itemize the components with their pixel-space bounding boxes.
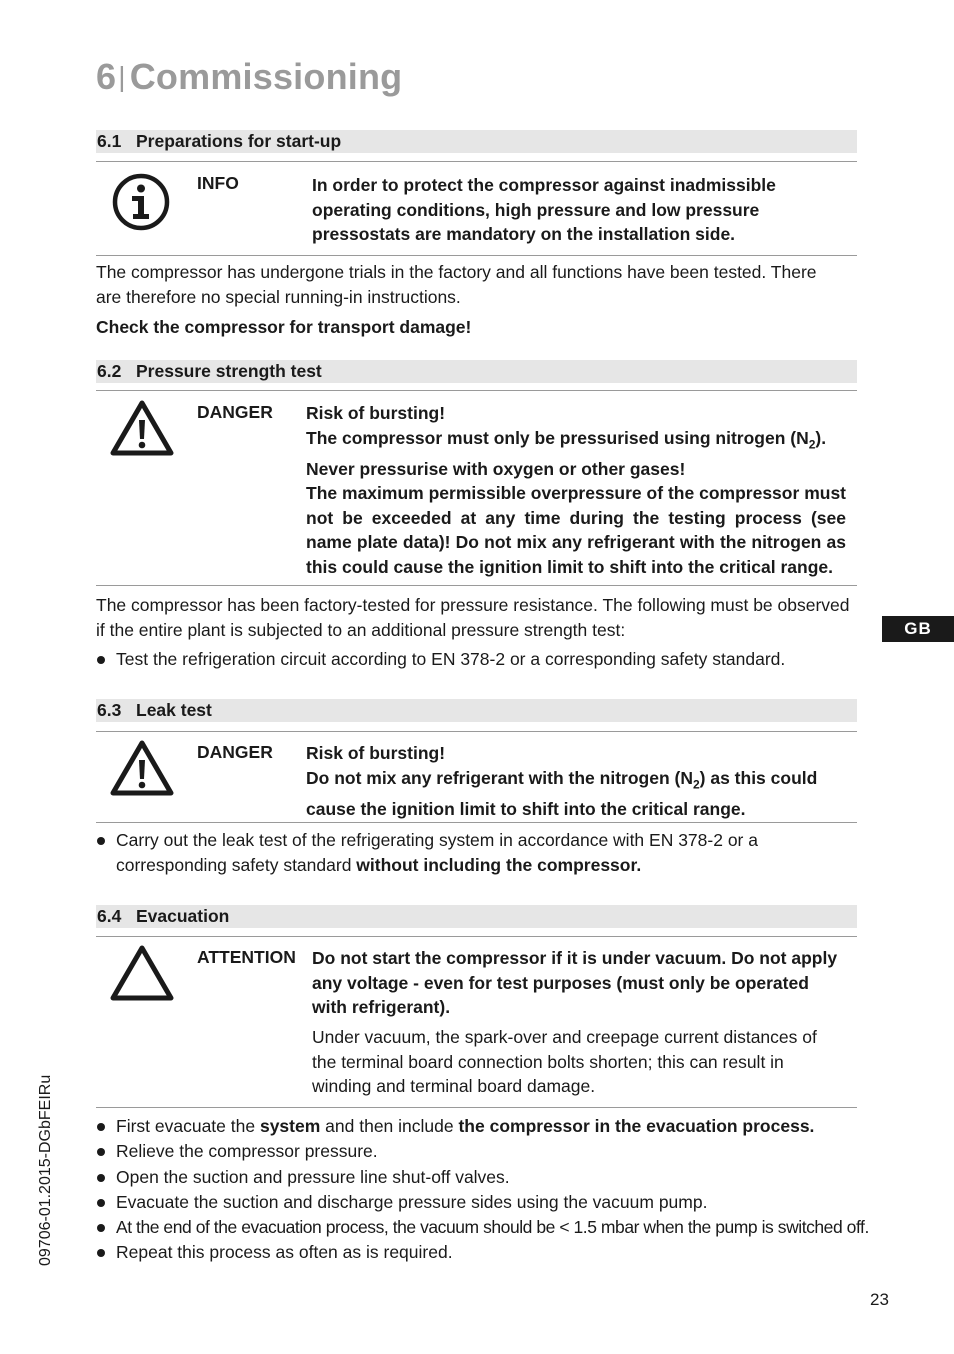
list-item: Evacuate the suction and discharge pressure sides using the vacuum pump. (96, 1190, 858, 1215)
paragraph: The compressor has undergone trials in the factory and all functions have been tested. There are therefore no special running-in instructions. (96, 262, 817, 307)
divider (96, 1107, 857, 1108)
list-item: Repeat this process as often as is required. (96, 1240, 858, 1265)
divider (96, 161, 857, 162)
warning-exclamation-icon (108, 398, 176, 458)
chapter-title-text: Commissioning (129, 56, 403, 97)
title-separator: | (118, 61, 126, 92)
list-item: Test the refrigeration circuit according to EN 378-2 or a corresponding safety standard. (96, 647, 858, 672)
info-icon (111, 172, 171, 232)
list-item: Open the suction and pressure line shut-off valves. (96, 1165, 858, 1190)
list-item: First evacuate the system and then include the compressor in the evacuation process. (96, 1114, 858, 1139)
notice-label-danger: DANGER (197, 742, 273, 762)
document-code: 09706-01.2015-DGbFEIRu (37, 1074, 54, 1266)
chapter-number: 6 (96, 56, 117, 97)
divider (96, 731, 857, 732)
language-tab: GB (882, 616, 954, 642)
section-heading-6-2: 6.2 Pressure strength test (96, 360, 857, 383)
list-item: At the end of the evacuation process, the vacuum should be < 1.5 mbar when the pump is switched off. (96, 1215, 876, 1240)
divider (96, 255, 857, 256)
notice-label-info: INFO (197, 173, 239, 193)
page-number: 23 (870, 1290, 889, 1309)
divider (96, 936, 857, 937)
section-heading-6-3: 6.3 Leak test (96, 699, 857, 722)
attention-notice-text: Under vacuum, the spark-over and creepage current distances of the terminal board connection bolts shorten; this can result in winding and terminal board damage. (312, 1027, 817, 1096)
warning-exclamation-icon (108, 738, 176, 798)
paragraph: The compressor has been factory-tested for pressure resistance. The following must be observed if the entire plant is subjected to an additional pressure strength test: (96, 595, 850, 640)
danger-notice-text: Risk of bursting! Do not mix any refrigerant with the nitrogen $(N_2)$ as this could cause the ignition limit to shift into the critical range. (306, 743, 818, 819)
danger-notice-text: Risk of bursting! The compressor must only be pressurised using nitrogen $(N_2)$. Never pressurise with oxygen or other gases! The maximum permissible overpressure of the compressor must not be exceeded at any time during the testing process (see name plate data)! Do not mix any refrigerant with the nitrogen as this could cause the ignition limit to shift into the critical range. (306, 403, 846, 577)
warning-triangle-icon (108, 943, 176, 1003)
list-item: Carry out the leak test of the refrigerating system in accordance with EN 378-2 or a corresponding safety standard without including the compressor. (96, 828, 862, 878)
notice-label-danger: DANGER (197, 402, 273, 422)
attention-notice-bold: Do not start the compressor if it is under vacuum. Do not apply any voltage - even for test purposes (must only be operated with refrigerant). (312, 948, 838, 1017)
transport-damage-note: Check the compressor for transport damage! (96, 317, 472, 337)
divider (96, 390, 857, 391)
info-notice-text: In order to protect the compressor against inadmissible operating conditions, high pressure and low pressure pressostats are mandatory on the installation side. (312, 175, 776, 244)
section-heading-6-1: 6.1 Preparations for start-up (96, 130, 857, 153)
notice-label-attention: ATTENTION (197, 947, 296, 967)
divider (96, 822, 857, 823)
divider (96, 585, 857, 586)
section-heading-6-4: 6.4 Evacuation (96, 905, 857, 928)
list-item: Relieve the compressor pressure. (96, 1139, 858, 1164)
chapter-title (96, 56, 402, 98)
